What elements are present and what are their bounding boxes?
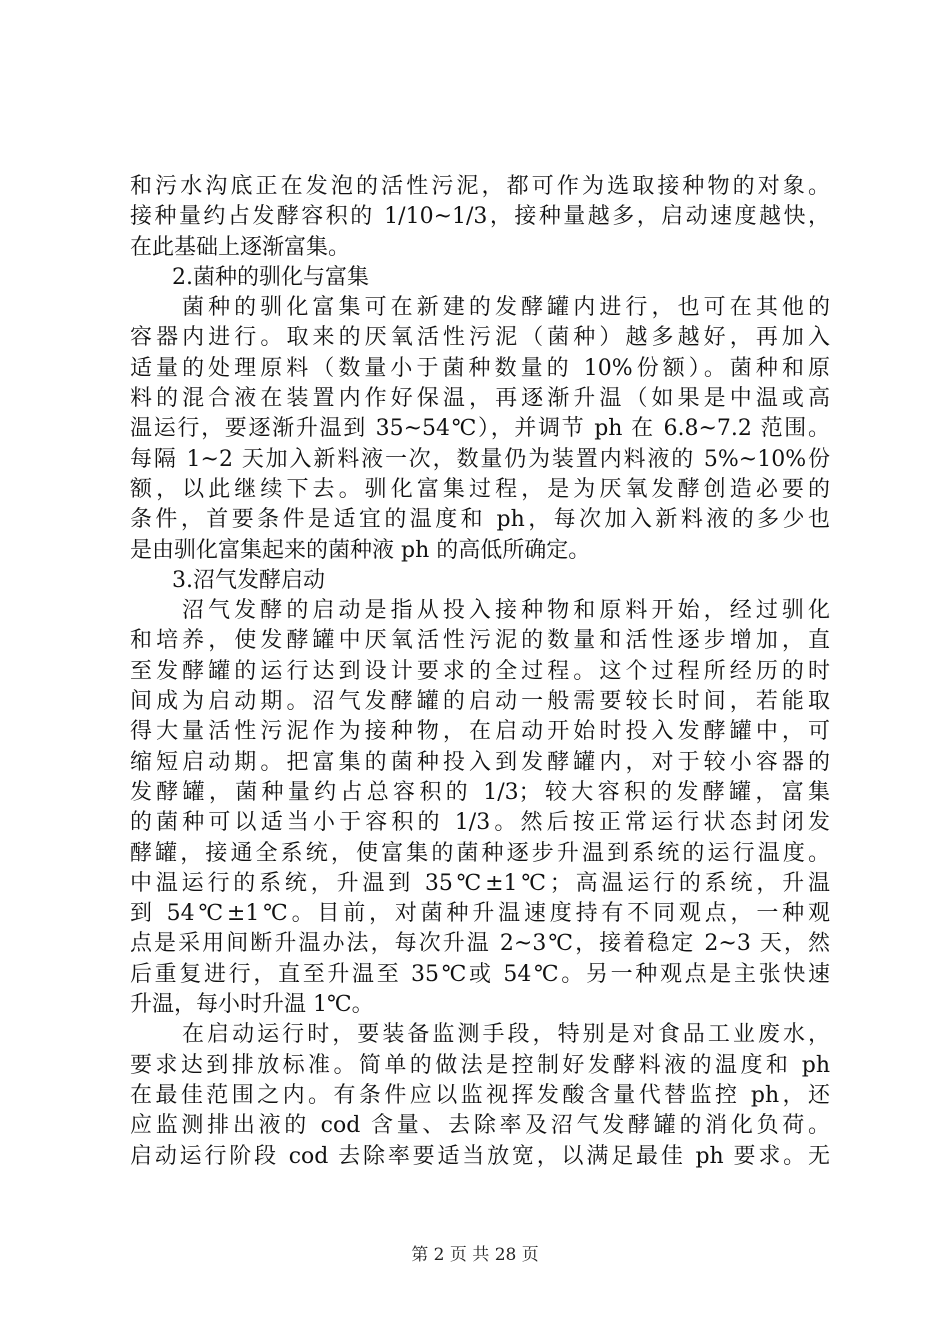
text-line: 的菌种可以适当小于容积的 1/3。然后按正常运行状态封闭发 — [130, 810, 830, 836]
document-body — [130, 172, 830, 1172]
text-line: 每隔 1~2 天加入新料液一次，数量仍为装置内料液的 5%~10%份 — [130, 446, 830, 472]
text-line: 在启动运行时，要装备监测手段，特别是对食品工业废水， — [182, 1022, 830, 1048]
text-line: 和培养，使发酵罐中厌氧活性污泥的数量和活性逐步增加，直 — [130, 628, 830, 654]
text-line: 温运行，要逐渐升温到 35~54℃），并调节 ph 在 6.8~7.2 范围。 — [130, 416, 830, 442]
text-line: 后重复进行，直至升温至 35℃或 54℃。另一种观点是主张快速 — [130, 961, 830, 987]
section-heading: 2.菌种的驯化与富集 — [172, 264, 369, 290]
text-line: 条件，首要条件是适宜的温度和 ph，每次加入新料液的多少也 — [130, 507, 830, 533]
text-line: 料的混合液在装置内作好保温，再逐渐升温（如果是中温或高 — [130, 386, 830, 412]
text-line: 得大量活性污泥作为接种物，在启动开始时投入发酵罐中，可 — [130, 719, 830, 745]
text-line: 额，以此继续下去。驯化富集过程，是为厌氧发酵创造必要的 — [130, 476, 830, 502]
page-footer: 第 2 页 共 28 页 — [411, 1245, 539, 1265]
text-line: 点是采用间断升温办法，每次升温 2~3℃，接着稳定 2~3 天，然 — [130, 931, 830, 957]
text-line: 要求达到排放标准。简单的做法是控制好发酵料液的温度和 ph — [130, 1052, 830, 1078]
text-line: 启动运行阶段 cod 去除率要适当放宽，以满足最佳 ph 要求。无 — [130, 1143, 830, 1169]
text-line: 升温，每小时升温 1℃。 — [130, 992, 374, 1018]
text-line: 酵罐，接通全系统，使富集的菌种逐步升温到系统的运行温度。 — [130, 840, 830, 866]
text-line: 在此基础上逐渐富集。 — [130, 234, 351, 260]
text-line: 缩短启动期。把富集的菌种投入到发酵罐内，对于较小容器的 — [130, 749, 830, 775]
text-line: 在最佳范围之内。有条件应以监视挥发酸含量代替监控 ph，还 — [130, 1082, 830, 1108]
text-line: 接种量约占发酵容积的 1/10~1/3，接种量越多，启动速度越快， — [130, 204, 830, 230]
text-line: 到 54℃±1℃。目前，对菌种升温速度持有不同观点，一种观 — [130, 901, 830, 927]
text-line: 沼气发酵的启动是指从投入接种物和原料开始，经过驯化 — [182, 598, 830, 624]
text-line: 容器内进行。取来的厌氧活性污泥（菌种）越多越好，再加入 — [130, 325, 830, 351]
text-line: 至发酵罐的运行达到设计要求的全过程。这个过程所经历的时 — [130, 658, 830, 684]
text-line: 和污水沟底正在发泡的活性污泥，都可作为选取接种物的对象。 — [130, 174, 830, 199]
text-line: 间成为启动期。沼气发酵罐的启动一般需要较长时间，若能取 — [130, 689, 830, 715]
section-heading: 3.沼气发酵启动 — [172, 567, 325, 593]
text-line: 菌种的驯化富集可在新建的发酵罐内进行，也可在其他的 — [182, 295, 830, 321]
text-line: 应监测排出液的 cod 含量、去除率及沼气发酵罐的消化负荷。 — [130, 1113, 830, 1139]
text-line: 中温运行的系统，升温到 35℃±1℃；高温运行的系统，升温 — [130, 870, 830, 896]
text-line: 是由驯化富集起来的菌种液 ph 的高低所确定。 — [130, 537, 591, 563]
text-line: 发酵罐，菌种量约占总容积的 1/3；较大容积的发酵罐，富集 — [130, 779, 830, 805]
text-line: 适量的处理原料（数量小于菌种数量的 10%份额）。菌种和原 — [130, 355, 830, 381]
